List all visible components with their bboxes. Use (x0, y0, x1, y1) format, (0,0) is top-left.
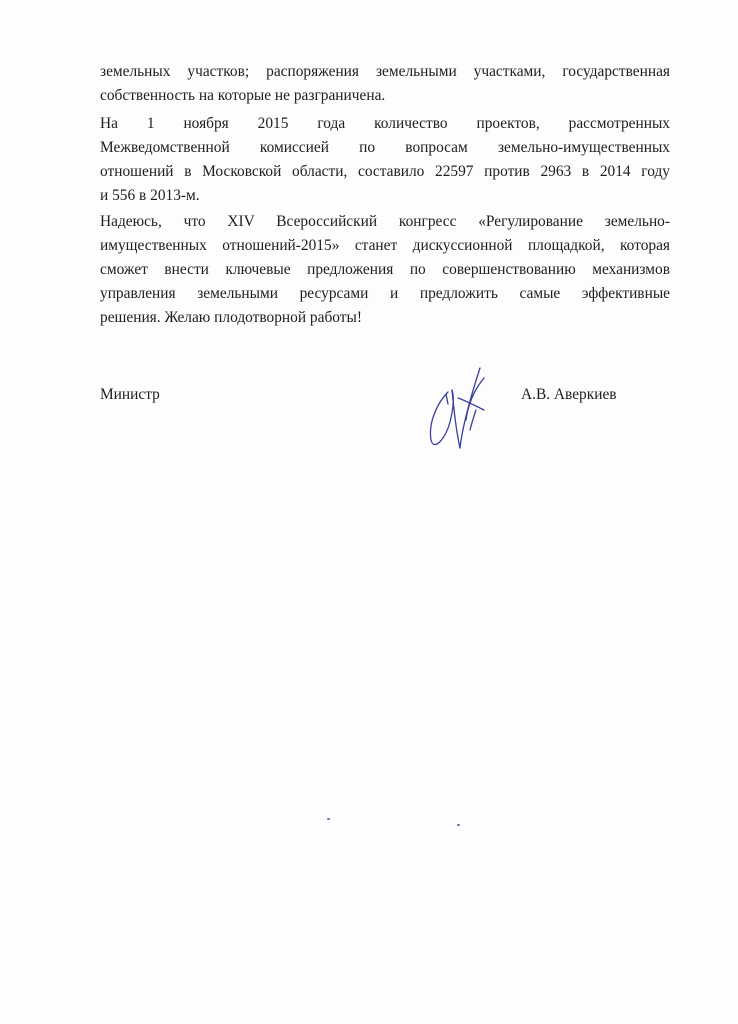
paragraph-land-plots (100, 60, 670, 108)
scan-speck (327, 818, 330, 820)
text-line: сможет внести ключевые предложения по совершенствованию механизмов (100, 261, 670, 278)
text-line: управления земельными ресурсами и предложить самые эффективные (100, 285, 670, 302)
text-line: Надеюсь, что XIV Всероссийский конгресс «Регулирование земельно- (100, 213, 670, 230)
text-line: собственность на которые не разграничена. (100, 87, 386, 104)
scan-speck (457, 824, 460, 826)
paragraph-congress-wishes (100, 210, 670, 330)
text-line: имущественных отношений-2015» станет дискуссионной площадкой, которая (100, 237, 670, 254)
text-line: На 1 ноября 2015 года количество проектов, рассмотренных (100, 115, 670, 132)
handwritten-signature (418, 360, 498, 455)
text-line: Межведомственной комиссией по вопросам земельно-имущественных (100, 139, 670, 156)
text-line: отношений в Московской области, составило 22597 против 2963 в 2014 году (100, 163, 670, 180)
text-line: решения. Желаю плодотворной работы! (100, 309, 362, 326)
text-line: земельных участков; распоряжения земельными участками, государственная (100, 63, 670, 80)
signatory-position: Министр (100, 386, 160, 403)
text-line: и 556 в 2013-м. (100, 187, 200, 204)
signatory-name: А.В. Аверкиев (521, 386, 617, 403)
paragraph-projects-count (100, 112, 670, 208)
